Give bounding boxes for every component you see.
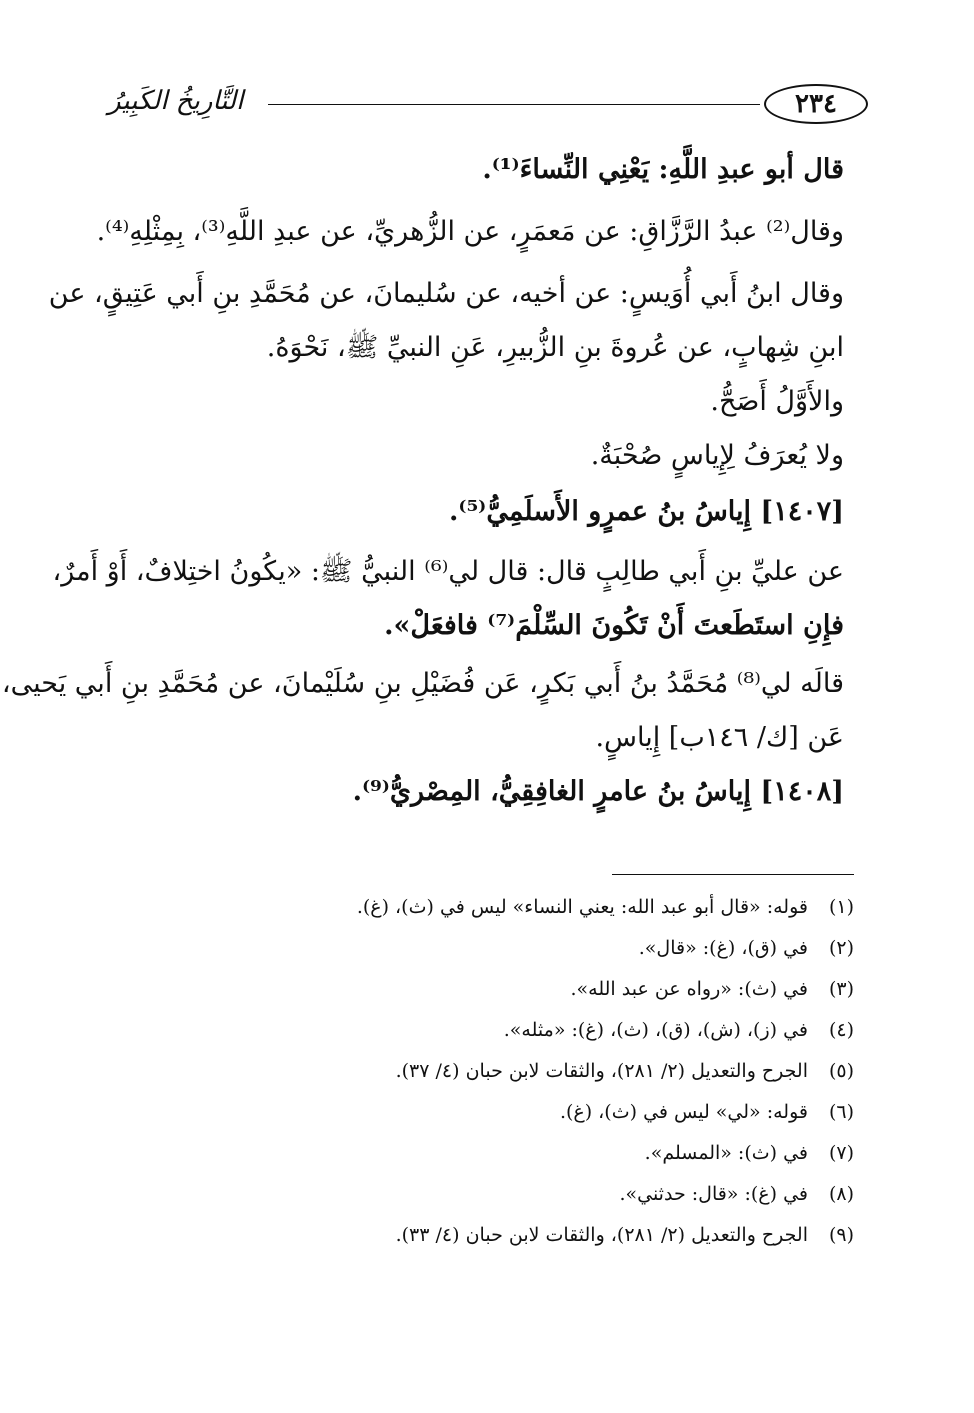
footnote-number: (٥) [828, 1060, 854, 1082]
footnote-text: في (ث): «رواه عن عبد الله». [570, 978, 808, 1000]
text-line: قال أبو عبدِ اللَّهِ: يَعْنِي النِّساءَ⁽¹⁾. [482, 154, 844, 185]
text-line: عن عليِّ بنِ أَبي طالِبٍ قال: قال لي⁽⁶⁾ النبيُّ ﷺ: «يكُونُ اختِلافٌ، أَوْ أَمرٌ، [52, 556, 844, 587]
book-title: التَّارِيخُ الكَبِيرُ [108, 86, 244, 116]
footnote [619, 1179, 854, 1209]
text-line: وقال ابنُ أَبي أُوَيسٍ: عن أخيه، عن سُليمانَ، عن مُحَمَّدِ بنِ أَبي عَتِيقٍ، عن [48, 278, 844, 309]
footnote-number: (٧) [828, 1142, 854, 1164]
text-line: ابنِ شِهابٍ، عن عُروةَ بنِ الزُّبيرِ، عَنِ النبيِّ ﷺ، نَحْوَهُ. [266, 332, 844, 363]
text-line: والأَوَّلُ أَصَحُّ. [710, 386, 844, 417]
page-header [108, 84, 868, 134]
footnote-separator [612, 874, 854, 875]
text-line: فإِنِ استَطَعتَ أَنْ تَكُونَ السِّلْمَ⁽⁷⁾ فافعَلْ». [384, 610, 844, 641]
footnote-text: الجرح والتعديل (٢/ ٢٨١)، والثقات لابن حبان (٤/ ٣٣). [395, 1224, 808, 1246]
entry-heading: [١٤٠٨] إِياسُ بنُ عامرٍ الغافِقِيُّ، المِصْريُّ⁽⁹⁾. [352, 776, 844, 807]
header-rule [268, 104, 760, 105]
text-line: عَن [ك/ ١٤٦ب] إِياسٍ. [595, 722, 844, 753]
footnote [396, 1220, 854, 1250]
text-line: قالَه لي⁽⁸⁾ مُحَمَّدُ بنُ أَبي بَكرٍ، عَن فُضَيْلِ بنِ سُلَيْمانَ، عن مُحَمَّدِ بنِ أَبي يَحيى، [1, 668, 844, 699]
footnote-number: (١) [828, 896, 854, 918]
footnote-number: (٤) [828, 1019, 854, 1041]
footnote-number: (٨) [828, 1183, 854, 1205]
footnote-text: في (ق)، (غ): «قال». [638, 937, 808, 959]
footnote [560, 1097, 854, 1127]
footnote [396, 1056, 854, 1086]
footnote [357, 892, 854, 922]
footnote-text: في (ز)، (ش)، (ق)، (ث)، (غ): «مثله». [503, 1019, 808, 1041]
text-line: ولا يُعرَفُ لِإِياسٍ صُحْبَةٌ. [590, 440, 844, 471]
footnote-text: الجرح والتعديل (٢/ ٢٨١)، والثقات لابن حبان (٤/ ٣٧). [395, 1060, 808, 1082]
footnote-text: في (ث): «المسلم». [644, 1142, 808, 1164]
text-line: وقال⁽²⁾ عبدُ الرَّزَّاقِ: عن مَعمَرٍ، عن الزُّهريِّ، عن عبدِ اللَّهِ⁽³⁾، بِمِثْلِهِ⁽⁴⁾. [96, 216, 844, 247]
footnote-number: (٦) [828, 1101, 854, 1123]
entry-heading: [١٤٠٧] إِياسُ بنُ عمرٍو الأَسلَمِيُّ⁽⁵⁾. [449, 496, 844, 527]
footnote-text: قوله: «لي» ليس في (ث)، (غ). [559, 1101, 808, 1123]
footnote-number: (٣) [828, 978, 854, 1000]
footnote [571, 974, 855, 1004]
footnote-text: قوله: «قال أبو عبد الله: يعني النساء» ليس في (ث)، (غ). [356, 896, 808, 918]
footnote [645, 1138, 854, 1168]
footnote-number: (٩) [828, 1224, 854, 1246]
page-number: ٢٣٤ [764, 84, 868, 124]
footnote-text: في (غ): «قال: حدثني». [619, 1183, 808, 1205]
footnote [639, 933, 854, 963]
footnote-number: (٢) [828, 937, 854, 959]
footnote [504, 1015, 854, 1045]
